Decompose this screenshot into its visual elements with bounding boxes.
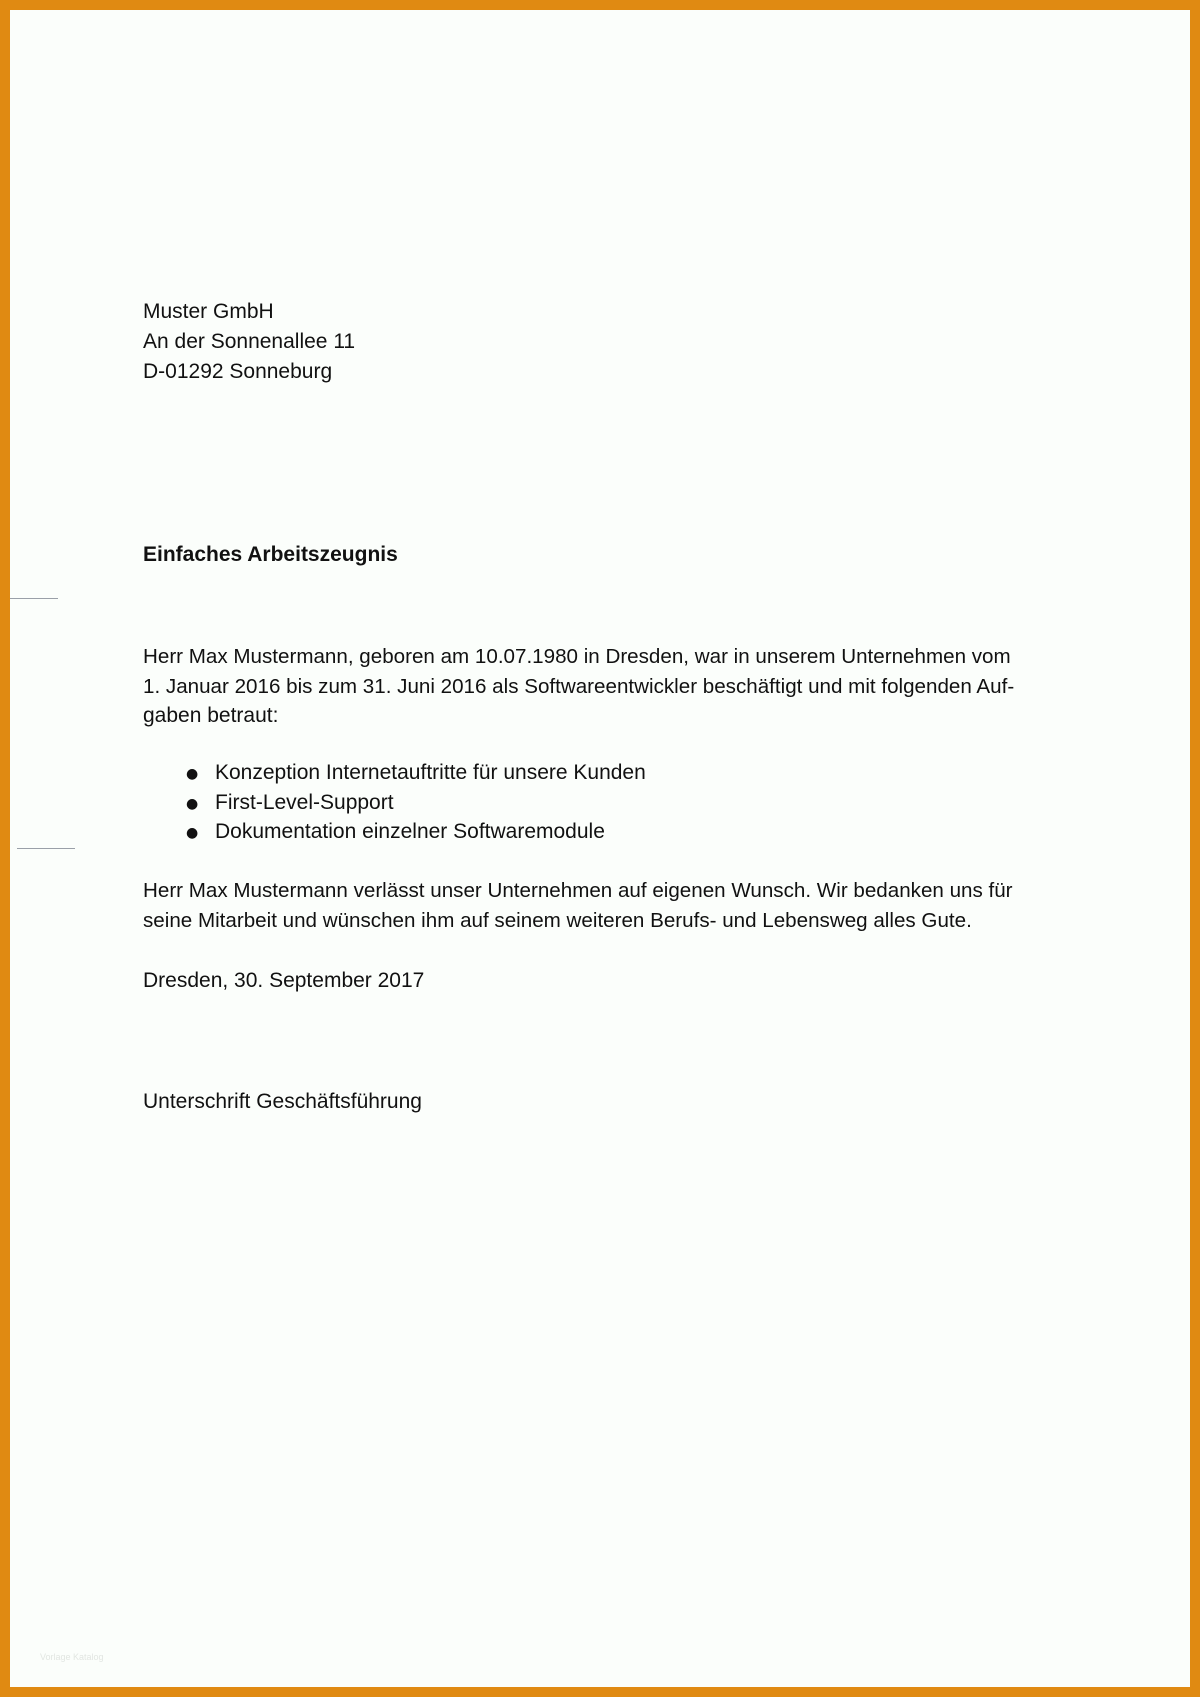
intro-line-3: gaben betraut: bbox=[143, 704, 279, 727]
fold-mark-middle bbox=[17, 848, 75, 849]
list-item: Dokumentation einzelner Softwaremodule bbox=[215, 820, 605, 843]
sender-company: Muster GmbH bbox=[143, 300, 274, 323]
sender-street: An der Sonnenallee 11 bbox=[143, 330, 356, 353]
bullet-icon: ● bbox=[186, 796, 199, 812]
sender-city: D-01292 Sonneburg bbox=[143, 360, 333, 383]
closing-line-2: seine Mitarbeit und wünschen ihm auf seinem weiteren Berufs- und Lebensweg alles Gute. bbox=[143, 909, 972, 932]
intro-line-1: Herr Max Mustermann, geboren am 10.07.1980 in Dresden, war in unserem Unternehmen vom bbox=[143, 645, 1011, 668]
bullet-icon: ● bbox=[186, 825, 199, 841]
intro-line-2: 1. Januar 2016 bis zum 31. Juni 2016 als Softwareentwickler beschäftigt und mit folgenden Auf- bbox=[143, 675, 1015, 698]
signature-label: Unterschrift Geschäftsführung bbox=[143, 1090, 422, 1113]
list-item: Konzeption Internetauftritte für unsere Kunden bbox=[215, 761, 646, 784]
list-item: First-Level-Support bbox=[215, 791, 394, 814]
document-title: Einfaches Arbeitszeugnis bbox=[143, 543, 398, 566]
fold-mark-top bbox=[10, 598, 58, 599]
place-date: Dresden, 30. September 2017 bbox=[143, 969, 425, 992]
watermark: Vorlage Katalog bbox=[40, 1652, 104, 1662]
closing-line-1: Herr Max Mustermann verlässt unser Unternehmen auf eigenen Wunsch. Wir bedanken uns für bbox=[143, 879, 1013, 902]
bullet-icon: ● bbox=[186, 766, 199, 782]
